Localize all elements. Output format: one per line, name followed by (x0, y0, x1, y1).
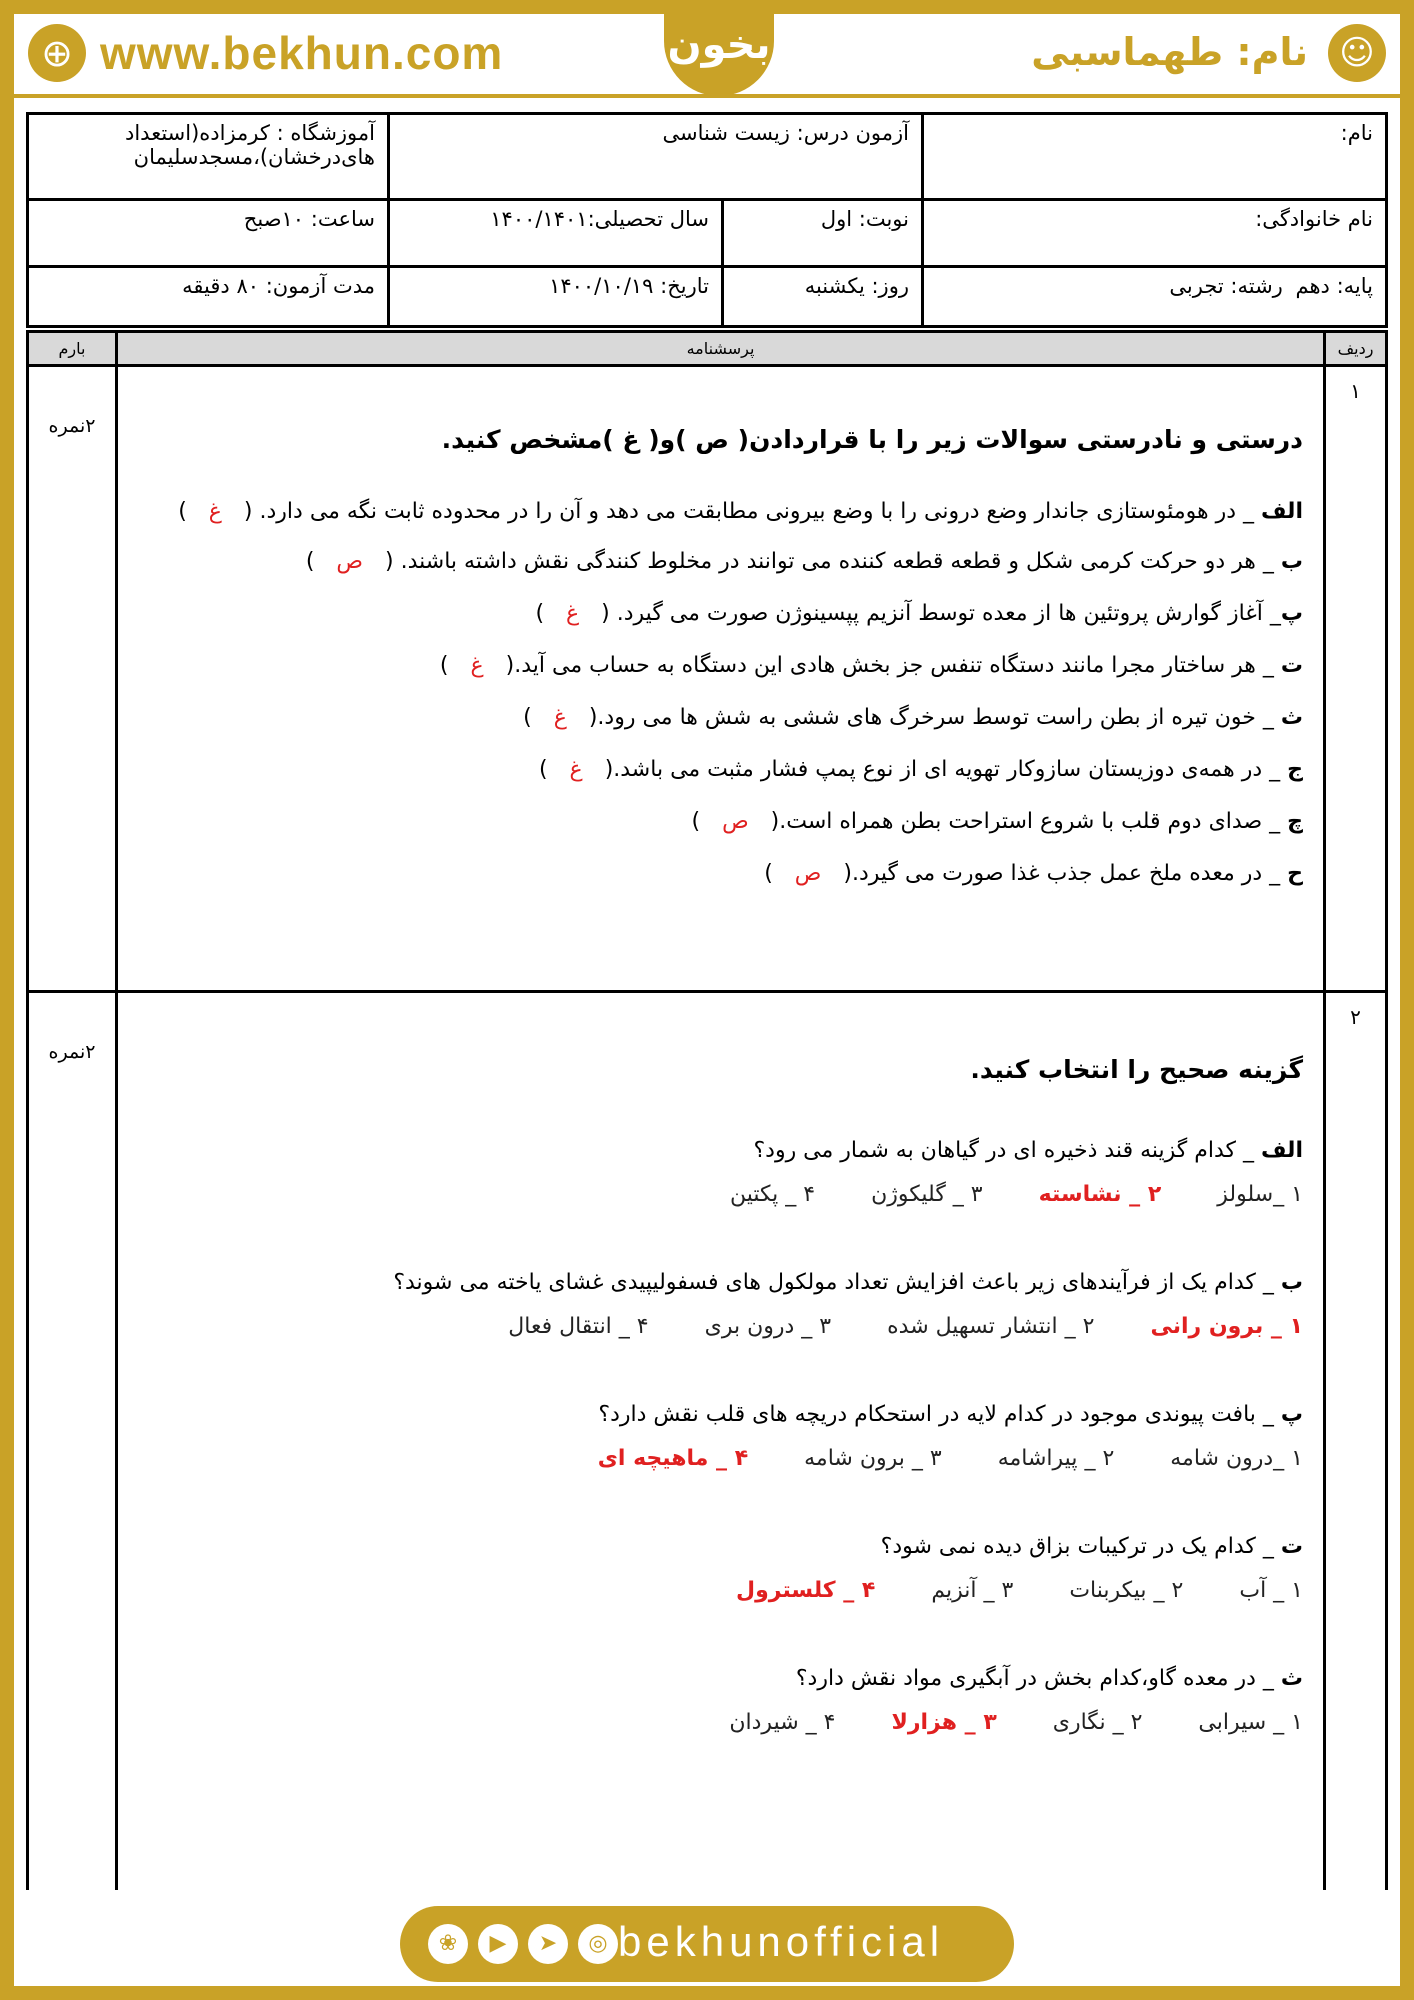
question-2-score: ۲نمره (48, 1041, 96, 1063)
mc-option: ۳ _ درون بری (704, 1314, 832, 1339)
tf-item-close: ) (439, 653, 449, 678)
mc-option: ۳ _ برون شامه (804, 1446, 942, 1471)
tf-item-answer: غ (553, 705, 567, 730)
mc-question-prefix: الف (1260, 1138, 1303, 1163)
header-questionnaire: پرسشنامه (115, 333, 1323, 364)
tf-item-prefix: چ (1287, 809, 1303, 834)
brand-logo: بخون (664, 0, 774, 96)
mc-option-correct: ۳ _ هزارلا (891, 1710, 997, 1735)
mc-question (138, 1656, 1303, 1702)
mc-option-correct: ۴ _ ماهیچه ای (597, 1446, 749, 1471)
questionnaire-table (26, 330, 1388, 1890)
mc-option: ۱ _ آب (1239, 1578, 1303, 1603)
tf-item-prefix: ح (1287, 861, 1303, 886)
tf-item-answer: ص (336, 549, 364, 574)
site-url[interactable]: www.bekhun.com (100, 27, 504, 79)
mc-option: ۲ _ پیراشامه (997, 1446, 1115, 1471)
mc-options (138, 1570, 1303, 1612)
mc-question-text: _ کدام یک از فرآیندهای زیر باعث افزایش تعداد مولکول های فسفولیپیدی غشای یاخته می شوند؟ (393, 1270, 1281, 1295)
field-value: رشته: تجربی (1169, 274, 1283, 298)
globe-icon[interactable]: ⊕ (28, 24, 86, 82)
day-cell: روز: یکشنبه (721, 268, 921, 325)
tf-item (138, 796, 1303, 848)
tf-item-prefix: ت (1280, 653, 1303, 678)
tf-item-text: _ در هومئوستازی جاندار وضع درونی را با وضع بیرونی مطابقت می دهد و آن را در محدوده ثابت نگه می دارد. ( (243, 499, 1261, 524)
question-1-items (138, 488, 1303, 900)
grade-value: پایه: دهم (1295, 274, 1373, 298)
tf-item-answer: ص (794, 861, 822, 886)
mc-options (138, 1438, 1303, 1480)
mc-question (138, 1524, 1303, 1570)
mc-option: ۴ _ انتقال فعال (508, 1314, 649, 1339)
tf-item-close: ) (523, 705, 532, 730)
tf-item-close: ) (305, 549, 315, 574)
header-row-number: ردیف (1323, 333, 1385, 364)
question-1-row (29, 367, 1385, 993)
mc-options (138, 1702, 1303, 1744)
tf-item-text: _ صدای دوم قلب با شروع استراحت بطن همراه است.( (770, 809, 1288, 834)
mc-option: ۲ _ انتشار تسهیل شده (887, 1314, 1095, 1339)
mc-question-prefix: ت (1280, 1534, 1303, 1559)
exam-info-table (26, 112, 1388, 328)
year-cell: سال تحصیلی:۱۴۰۰/۱۴۰۱ (387, 201, 721, 265)
tf-item-prefix: پ (1280, 601, 1303, 626)
question-1-score: ۲نمره (48, 415, 96, 437)
mc-option-correct: ۱ _ برون رانی (1150, 1314, 1303, 1339)
question-1-title: درستی و نادرستی سوالات زیر را با قراردادن( ص )و( غ )مشخص کنید. (441, 425, 1303, 454)
tf-item (138, 488, 1303, 536)
question-1-body (115, 367, 1323, 990)
session-cell: نوبت: اول (721, 201, 921, 265)
tf-item-answer: غ (566, 601, 580, 626)
student-name: نام: طهماسبی (1031, 30, 1308, 74)
mc-question-prefix: ث (1280, 1666, 1303, 1691)
instagram-icon[interactable]: ◎ (578, 1924, 618, 1964)
mc-question-prefix: ب (1280, 1270, 1303, 1295)
mc-options (138, 1306, 1303, 1348)
subject-cell: آزمون درس: زیست شناسی (387, 115, 921, 198)
social-handle[interactable]: bekhunofficial (618, 1918, 945, 1965)
tf-item-text: _ در معده ملخ عمل جذب غذا صورت می گیرد.( (843, 861, 1288, 886)
youtube-icon[interactable]: ▶ (478, 1924, 518, 1964)
tf-item (138, 692, 1303, 744)
tf-item-close: ) (691, 809, 701, 834)
header-score: بارم (58, 339, 86, 358)
question-1-number: ۱ (1323, 367, 1385, 990)
tf-item-text: _ هر دو حرکت کرمی شکل و قطعه قطعه کننده می توانند در مخلوط کنندگی نقش داشته باشند. ( (385, 549, 1281, 574)
question-2-title: گزینه صحیح را انتخاب کنید. (970, 1055, 1303, 1084)
mc-question (138, 1260, 1303, 1306)
date-cell: تاریخ: ۱۴۰۰/۱۰/۱۹ (387, 268, 721, 325)
mc-question (138, 1392, 1303, 1438)
page (14, 14, 1400, 1986)
question-2-items (138, 1128, 1303, 1744)
tf-item (138, 536, 1303, 588)
tf-item-close: ) (535, 601, 545, 626)
mc-option: ۲ _ بیکربنات (1069, 1578, 1184, 1603)
duration-cell: مدت آزمون: ۸۰ دقیقه (182, 274, 375, 298)
tf-item-prefix: ث (1280, 705, 1303, 730)
film-icon[interactable]: ❀ (428, 1924, 468, 1964)
tf-item-text: _ هر ساختار مجرا مانند دستگاه تنفس جز بخش هادی این دستگاه به حساب می آید.( (505, 653, 1281, 678)
tf-item-text: _ در همه‌ی دوزیستان سازوکار تهویه ای از نوع پمپ فشار مثبت می باشد.( (604, 757, 1288, 782)
question-2-body (115, 993, 1323, 1890)
tf-item-answer: ص (722, 809, 749, 834)
tf-item (138, 640, 1303, 692)
mc-option: ۴ _ پکتین (729, 1182, 816, 1207)
mc-option-correct: ۴ _ کلسترول (736, 1578, 876, 1603)
tf-item-close: ) (764, 861, 773, 886)
mc-option: ۳ _ آنزیم (931, 1578, 1014, 1603)
mc-option: ۱ _ سیرابی (1198, 1710, 1303, 1735)
mc-options (138, 1174, 1303, 1216)
mc-question-text: _ در معده گاو،کدام بخش در آبگیری مواد نقش دارد؟ (795, 1666, 1281, 1691)
mc-question-text: _ بافت پیوندی موجود در کدام لایه در استحکام دریچه های قلب نقش دارد؟ (598, 1402, 1281, 1427)
tf-item-close: ) (538, 757, 548, 782)
question-2-number: ۲ (1323, 993, 1385, 1890)
tf-item-close: ) (178, 499, 187, 524)
school-cell: آموزشگاه : کرمزاده(استعداد های‌درخشان)،مسجدسلیمان (124, 121, 375, 169)
tf-item-prefix: الف (1260, 499, 1303, 524)
time-cell: ساعت: ۱۰صبح (243, 207, 375, 231)
telegram-icon[interactable]: ➤ (528, 1924, 568, 1964)
question-2-row (29, 993, 1385, 1890)
mc-option: ۱ _درون شامه (1170, 1446, 1303, 1471)
tf-item-prefix: ب (1280, 549, 1303, 574)
social-icons (428, 1924, 618, 1964)
tf-item-answer: غ (569, 757, 583, 782)
first-name-cell: نام: (921, 115, 1385, 198)
grade-field-cell (921, 268, 1385, 325)
mc-question-text: _ کدام گزینه قند ذخیره ای در گیاهان به شمار می رود؟ (753, 1138, 1261, 1163)
tf-item (138, 744, 1303, 796)
mc-option: ۴ _ شیردان (729, 1710, 836, 1735)
tf-item (138, 848, 1303, 900)
last-name-cell: نام خانوادگی: (921, 201, 1385, 265)
social-footer (400, 1906, 1014, 1982)
tf-item-prefix: ج (1287, 757, 1303, 782)
mc-question-text: _ کدام یک در ترکیبات بزاق دیده نمی شود؟ (880, 1534, 1281, 1559)
questionnaire-header (29, 333, 1385, 367)
user-icon: ☺ (1328, 24, 1386, 82)
mc-option-correct: ۲ _ نشاسته (1038, 1182, 1162, 1207)
mc-option: ۳ _ گلیکوژن (871, 1182, 983, 1207)
tf-item-answer: غ (208, 499, 222, 524)
tf-item-text: _ خون تیره از بطن راست توسط سرخرگ های ششی به شش ها می رود.( (588, 705, 1281, 730)
site-header (14, 14, 1400, 98)
tf-item (138, 588, 1303, 640)
mc-question (138, 1128, 1303, 1174)
tf-item-answer: غ (470, 653, 484, 678)
tf-item-text: _ آغاز گوارش پروتئین ها از معده توسط آنزیم پپسینوژن صورت می گیرد. ( (601, 601, 1281, 626)
mc-option: ۱ _سلولز (1217, 1182, 1303, 1207)
mc-question-prefix: پ (1280, 1402, 1303, 1427)
mc-option: ۲ _ نگاری (1052, 1710, 1143, 1735)
